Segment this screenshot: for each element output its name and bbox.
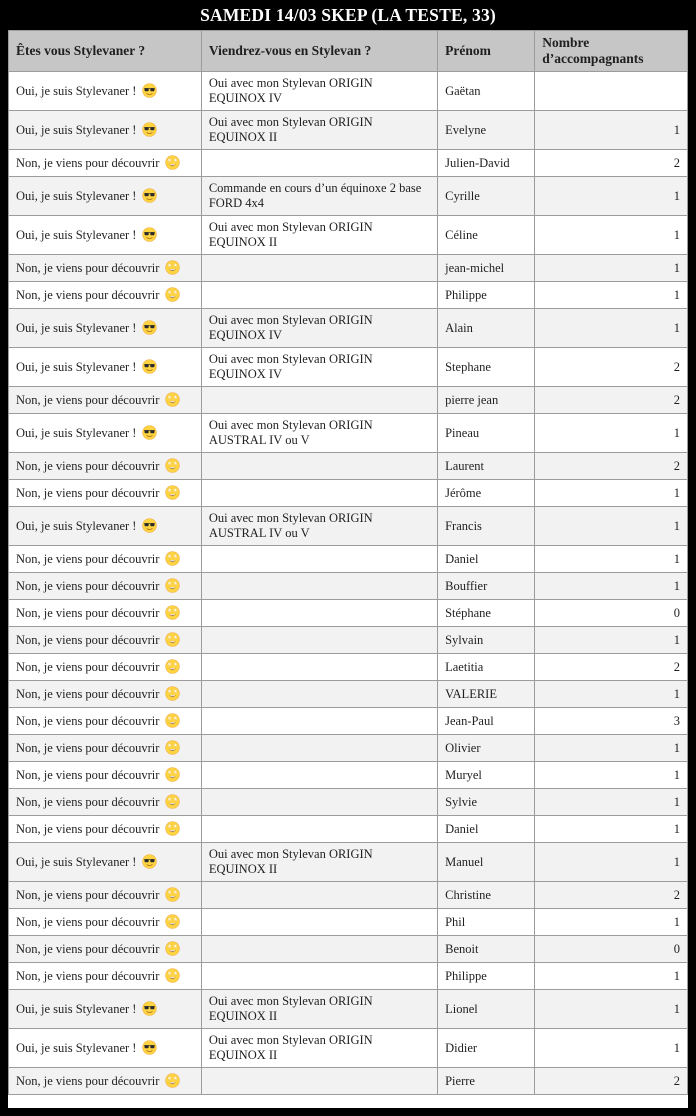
table-row bbox=[9, 708, 688, 735]
stylevaner-answer-cell bbox=[9, 735, 202, 762]
table-row bbox=[9, 936, 688, 963]
sunglasses-face-emoji bbox=[142, 425, 157, 440]
stylevaner-answer-cell bbox=[9, 255, 202, 282]
stylevaner-answer-cell bbox=[9, 990, 202, 1029]
accompagnants-cell: 1 bbox=[535, 681, 688, 708]
table-row bbox=[9, 546, 688, 573]
prenom-cell: jean-michel bbox=[438, 255, 535, 282]
prenom-cell: Stéphane bbox=[438, 600, 535, 627]
van-answer-cell bbox=[201, 255, 437, 282]
stylevaner-answer-cell bbox=[9, 654, 202, 681]
page-title: SAMEDI 14/03 SKEP (LA TESTE, 33) bbox=[200, 4, 496, 25]
table-row bbox=[9, 1029, 688, 1068]
stylevaner-answer-cell bbox=[9, 177, 202, 216]
sunglasses-face-emoji bbox=[142, 122, 157, 137]
table-row bbox=[9, 453, 688, 480]
table-row bbox=[9, 348, 688, 387]
accompagnants-cell: 1 bbox=[535, 990, 688, 1029]
star-struck-face-emoji bbox=[165, 914, 180, 929]
stylevaner-answer-label: Non, je viens pour découvrir bbox=[16, 714, 163, 729]
accompagnants-cell: 0 bbox=[535, 600, 688, 627]
prenom-cell: Laurent bbox=[438, 453, 535, 480]
stylevaner-answer-cell bbox=[9, 546, 202, 573]
table-row bbox=[9, 480, 688, 507]
stylevaner-answer-label: Oui, je suis Stylevaner ! bbox=[16, 84, 140, 99]
table-row bbox=[9, 735, 688, 762]
van-answer-cell: Oui avec mon Stylevan ORIGIN EQUINOX II bbox=[201, 843, 437, 882]
accompagnants-cell: 1 bbox=[535, 762, 688, 789]
prenom-cell: Pineau bbox=[438, 414, 535, 453]
stylevaner-answer-cell bbox=[9, 216, 202, 255]
star-struck-face-emoji bbox=[165, 260, 180, 275]
van-answer-cell bbox=[201, 546, 437, 573]
star-struck-face-emoji bbox=[165, 551, 180, 566]
van-answer-cell bbox=[201, 708, 437, 735]
sunglasses-face-emoji bbox=[142, 320, 157, 335]
stylevaner-answer-label: Non, je viens pour découvrir bbox=[16, 552, 163, 567]
prenom-cell: Benoit bbox=[438, 936, 535, 963]
stylevaner-answer-label: Oui, je suis Stylevaner ! bbox=[16, 360, 140, 375]
accompagnants-cell: 1 bbox=[535, 627, 688, 654]
accompagnants-cell: 1 bbox=[535, 177, 688, 216]
stylevaner-answer-cell bbox=[9, 681, 202, 708]
prenom-cell: Olivier bbox=[438, 735, 535, 762]
table-row bbox=[9, 654, 688, 681]
stylevaner-answer-label: Non, je viens pour découvrir bbox=[16, 156, 163, 171]
star-struck-face-emoji bbox=[165, 632, 180, 647]
table-row bbox=[9, 681, 688, 708]
table-row bbox=[9, 216, 688, 255]
van-answer-cell: Oui avec mon Stylevan ORIGIN AUSTRAL IV ou V bbox=[201, 414, 437, 453]
accompagnants-cell: 2 bbox=[535, 882, 688, 909]
prenom-cell: Jérôme bbox=[438, 480, 535, 507]
table-row bbox=[9, 882, 688, 909]
prenom-cell: Philippe bbox=[438, 963, 535, 990]
star-struck-face-emoji bbox=[165, 1073, 180, 1088]
stylevaner-answer-cell bbox=[9, 387, 202, 414]
stylevaner-answer-cell bbox=[9, 882, 202, 909]
accompagnants-cell: 2 bbox=[535, 387, 688, 414]
stylevaner-answer-cell bbox=[9, 453, 202, 480]
stylevaner-answer-label: Non, je viens pour découvrir bbox=[16, 741, 163, 756]
star-struck-face-emoji bbox=[165, 686, 180, 701]
accompagnants-cell: 1 bbox=[535, 816, 688, 843]
van-answer-cell bbox=[201, 735, 437, 762]
sunglasses-face-emoji bbox=[142, 854, 157, 869]
stylevaner-answer-label: Non, je viens pour découvrir bbox=[16, 579, 163, 594]
attendee-table bbox=[8, 30, 688, 1095]
star-struck-face-emoji bbox=[165, 155, 180, 170]
accompagnants-cell: 1 bbox=[535, 414, 688, 453]
sunglasses-face-emoji bbox=[142, 1001, 157, 1016]
stylevaner-answer-label: Oui, je suis Stylevaner ! bbox=[16, 228, 140, 243]
prenom-cell: Bouffier bbox=[438, 573, 535, 600]
van-answer-cell bbox=[201, 789, 437, 816]
content-area bbox=[8, 30, 688, 1108]
stylevaner-answer-cell bbox=[9, 150, 202, 177]
star-struck-face-emoji bbox=[165, 605, 180, 620]
accompagnants-cell: 1 bbox=[535, 480, 688, 507]
stylevaner-answer-cell bbox=[9, 627, 202, 654]
accompagnants-cell: 2 bbox=[535, 348, 688, 387]
stylevaner-answer-cell bbox=[9, 507, 202, 546]
stylevaner-answer-label: Non, je viens pour découvrir bbox=[16, 459, 163, 474]
prenom-cell: Daniel bbox=[438, 546, 535, 573]
table-row bbox=[9, 111, 688, 150]
col-header-prenom: Prénom bbox=[438, 31, 535, 72]
van-answer-cell bbox=[201, 1068, 437, 1095]
accompagnants-cell: 1 bbox=[535, 789, 688, 816]
star-struck-face-emoji bbox=[165, 767, 180, 782]
stylevaner-answer-cell bbox=[9, 843, 202, 882]
stylevaner-answer-label: Non, je viens pour découvrir bbox=[16, 942, 163, 957]
stylevaner-answer-label: Non, je viens pour découvrir bbox=[16, 633, 163, 648]
col-header-van: Viendrez-vous en Stylevan ? bbox=[201, 31, 437, 72]
van-answer-cell: Oui avec mon Stylevan ORIGIN EQUINOX II bbox=[201, 1029, 437, 1068]
star-struck-face-emoji bbox=[165, 821, 180, 836]
accompagnants-cell bbox=[535, 72, 688, 111]
table-row bbox=[9, 627, 688, 654]
prenom-cell: Alain bbox=[438, 309, 535, 348]
van-answer-cell: Oui avec mon Stylevan ORIGIN EQUINOX IV bbox=[201, 348, 437, 387]
star-struck-face-emoji bbox=[165, 713, 180, 728]
stylevaner-answer-cell bbox=[9, 963, 202, 990]
accompagnants-cell: 1 bbox=[535, 282, 688, 309]
title-bar bbox=[8, 0, 688, 30]
prenom-cell: Francis bbox=[438, 507, 535, 546]
stylevaner-answer-cell bbox=[9, 1068, 202, 1095]
stylevaner-answer-label: Non, je viens pour découvrir bbox=[16, 288, 163, 303]
stylevaner-answer-label: Oui, je suis Stylevaner ! bbox=[16, 1002, 140, 1017]
stylevaner-answer-label: Non, je viens pour découvrir bbox=[16, 888, 163, 903]
prenom-cell: Christine bbox=[438, 882, 535, 909]
stylevaner-answer-cell bbox=[9, 309, 202, 348]
star-struck-face-emoji bbox=[165, 578, 180, 593]
van-answer-cell bbox=[201, 600, 437, 627]
stylevaner-answer-cell bbox=[9, 282, 202, 309]
stylevaner-answer-cell bbox=[9, 573, 202, 600]
van-answer-cell bbox=[201, 882, 437, 909]
accompagnants-cell: 2 bbox=[535, 654, 688, 681]
star-struck-face-emoji bbox=[165, 659, 180, 674]
prenom-cell: Laetitia bbox=[438, 654, 535, 681]
table-header bbox=[9, 31, 688, 72]
header-row bbox=[9, 31, 688, 72]
van-answer-cell bbox=[201, 150, 437, 177]
stylevaner-answer-cell bbox=[9, 1029, 202, 1068]
table-row bbox=[9, 789, 688, 816]
stylevaner-answer-label: Non, je viens pour découvrir bbox=[16, 915, 163, 930]
accompagnants-cell: 2 bbox=[535, 1068, 688, 1095]
prenom-cell: Manuel bbox=[438, 843, 535, 882]
sunglasses-face-emoji bbox=[142, 227, 157, 242]
van-answer-cell bbox=[201, 681, 437, 708]
table-row bbox=[9, 414, 688, 453]
col-header-stylevaner: Êtes vous Stylevaner ? bbox=[9, 31, 202, 72]
sunglasses-face-emoji bbox=[142, 1040, 157, 1055]
star-struck-face-emoji bbox=[165, 392, 180, 407]
stylevaner-answer-cell bbox=[9, 762, 202, 789]
stylevaner-answer-label: Oui, je suis Stylevaner ! bbox=[16, 189, 140, 204]
table-row bbox=[9, 507, 688, 546]
van-answer-cell: Oui avec mon Stylevan ORIGIN EQUINOX II bbox=[201, 990, 437, 1029]
star-struck-face-emoji bbox=[165, 794, 180, 809]
stylevaner-answer-label: Non, je viens pour découvrir bbox=[16, 606, 163, 621]
table-row bbox=[9, 282, 688, 309]
table-row bbox=[9, 72, 688, 111]
van-answer-cell bbox=[201, 387, 437, 414]
table-row bbox=[9, 387, 688, 414]
table-row bbox=[9, 573, 688, 600]
van-answer-cell bbox=[201, 282, 437, 309]
table-row bbox=[9, 177, 688, 216]
table-row bbox=[9, 150, 688, 177]
accompagnants-cell: 1 bbox=[535, 216, 688, 255]
stylevaner-answer-label: Oui, je suis Stylevaner ! bbox=[16, 321, 140, 336]
stylevaner-answer-cell bbox=[9, 348, 202, 387]
prenom-cell: VALERIE bbox=[438, 681, 535, 708]
stylevaner-answer-cell bbox=[9, 480, 202, 507]
stylevaner-answer-cell bbox=[9, 414, 202, 453]
stylevaner-answer-label: Non, je viens pour découvrir bbox=[16, 660, 163, 675]
prenom-cell: Gaëtan bbox=[438, 72, 535, 111]
table-row bbox=[9, 843, 688, 882]
stylevaner-answer-label: Non, je viens pour découvrir bbox=[16, 969, 163, 984]
stylevaner-answer-cell bbox=[9, 708, 202, 735]
van-answer-cell bbox=[201, 573, 437, 600]
prenom-cell: Sylvie bbox=[438, 789, 535, 816]
star-struck-face-emoji bbox=[165, 740, 180, 755]
sunglasses-face-emoji bbox=[142, 188, 157, 203]
stylevaner-answer-cell bbox=[9, 816, 202, 843]
van-answer-cell bbox=[201, 909, 437, 936]
stylevaner-answer-label: Non, je viens pour découvrir bbox=[16, 768, 163, 783]
prenom-cell: Lionel bbox=[438, 990, 535, 1029]
prenom-cell: Philippe bbox=[438, 282, 535, 309]
sunglasses-face-emoji bbox=[142, 359, 157, 374]
prenom-cell: Didier bbox=[438, 1029, 535, 1068]
accompagnants-cell: 3 bbox=[535, 708, 688, 735]
stylevaner-answer-label: Non, je viens pour découvrir bbox=[16, 795, 163, 810]
prenom-cell: pierre jean bbox=[438, 387, 535, 414]
van-answer-cell bbox=[201, 762, 437, 789]
accompagnants-cell: 1 bbox=[535, 573, 688, 600]
van-answer-cell bbox=[201, 627, 437, 654]
stylevaner-answer-label: Oui, je suis Stylevaner ! bbox=[16, 123, 140, 138]
van-answer-cell: Oui avec mon Stylevan ORIGIN EQUINOX II bbox=[201, 111, 437, 150]
table-row bbox=[9, 309, 688, 348]
prenom-cell: Phil bbox=[438, 909, 535, 936]
prenom-cell: Sylvain bbox=[438, 627, 535, 654]
attendee-table-body bbox=[9, 72, 688, 1095]
table-row bbox=[9, 1068, 688, 1095]
accompagnants-cell: 1 bbox=[535, 735, 688, 762]
stylevaner-answer-label: Oui, je suis Stylevaner ! bbox=[16, 855, 140, 870]
van-answer-cell: Oui avec mon Stylevan ORIGIN EQUINOX IV bbox=[201, 72, 437, 111]
prenom-cell: Stephane bbox=[438, 348, 535, 387]
accompagnants-cell: 1 bbox=[535, 255, 688, 282]
table-row bbox=[9, 909, 688, 936]
accompagnants-cell: 1 bbox=[535, 507, 688, 546]
table-row bbox=[9, 990, 688, 1029]
prenom-cell: Jean-Paul bbox=[438, 708, 535, 735]
prenom-cell: Evelyne bbox=[438, 111, 535, 150]
star-struck-face-emoji bbox=[165, 941, 180, 956]
accompagnants-cell: 1 bbox=[535, 309, 688, 348]
accompagnants-cell: 1 bbox=[535, 963, 688, 990]
van-answer-cell bbox=[201, 963, 437, 990]
table-row bbox=[9, 600, 688, 627]
van-answer-cell bbox=[201, 453, 437, 480]
stylevaner-answer-label: Oui, je suis Stylevaner ! bbox=[16, 426, 140, 441]
star-struck-face-emoji bbox=[165, 887, 180, 902]
accompagnants-cell: 2 bbox=[535, 453, 688, 480]
accompagnants-cell: 1 bbox=[535, 909, 688, 936]
accompagnants-cell: 0 bbox=[535, 936, 688, 963]
van-answer-cell bbox=[201, 816, 437, 843]
star-struck-face-emoji bbox=[165, 485, 180, 500]
prenom-cell: Muryel bbox=[438, 762, 535, 789]
prenom-cell: Julien-David bbox=[438, 150, 535, 177]
table-row bbox=[9, 255, 688, 282]
stylevaner-answer-cell bbox=[9, 72, 202, 111]
stylevaner-answer-label: Non, je viens pour découvrir bbox=[16, 822, 163, 837]
stylevaner-answer-label: Non, je viens pour découvrir bbox=[16, 486, 163, 501]
sunglasses-face-emoji bbox=[142, 518, 157, 533]
table-row bbox=[9, 816, 688, 843]
stylevaner-answer-cell bbox=[9, 600, 202, 627]
stylevaner-answer-cell bbox=[9, 111, 202, 150]
accompagnants-cell: 1 bbox=[535, 546, 688, 573]
star-struck-face-emoji bbox=[165, 968, 180, 983]
stylevaner-answer-label: Non, je viens pour découvrir bbox=[16, 687, 163, 702]
stylevaner-answer-cell bbox=[9, 936, 202, 963]
prenom-cell: Pierre bbox=[438, 1068, 535, 1095]
stylevaner-answer-label: Oui, je suis Stylevaner ! bbox=[16, 519, 140, 534]
stylevaner-answer-cell bbox=[9, 909, 202, 936]
prenom-cell: Céline bbox=[438, 216, 535, 255]
stylevaner-answer-label: Oui, je suis Stylevaner ! bbox=[16, 1041, 140, 1056]
van-answer-cell: Oui avec mon Stylevan ORIGIN EQUINOX II bbox=[201, 216, 437, 255]
van-answer-cell: Commande en cours d’un équinoxe 2 base FORD 4x4 bbox=[201, 177, 437, 216]
prenom-cell: Cyrille bbox=[438, 177, 535, 216]
accompagnants-cell: 2 bbox=[535, 150, 688, 177]
table-row bbox=[9, 762, 688, 789]
stylevaner-answer-cell bbox=[9, 789, 202, 816]
van-answer-cell bbox=[201, 480, 437, 507]
col-header-accompagnants: Nombre d’accompagnants bbox=[535, 31, 688, 72]
van-answer-cell bbox=[201, 936, 437, 963]
stylevaner-answer-label: Non, je viens pour découvrir bbox=[16, 261, 163, 276]
accompagnants-cell: 1 bbox=[535, 1029, 688, 1068]
stylevaner-answer-label: Non, je viens pour découvrir bbox=[16, 1074, 163, 1089]
star-struck-face-emoji bbox=[165, 287, 180, 302]
stylevaner-answer-label: Non, je viens pour découvrir bbox=[16, 393, 163, 408]
accompagnants-cell: 1 bbox=[535, 843, 688, 882]
prenom-cell: Daniel bbox=[438, 816, 535, 843]
van-answer-cell: Oui avec mon Stylevan ORIGIN EQUINOX IV bbox=[201, 309, 437, 348]
table-row bbox=[9, 963, 688, 990]
accompagnants-cell: 1 bbox=[535, 111, 688, 150]
van-answer-cell bbox=[201, 654, 437, 681]
star-struck-face-emoji bbox=[165, 458, 180, 473]
sunglasses-face-emoji bbox=[142, 83, 157, 98]
van-answer-cell: Oui avec mon Stylevan ORIGIN AUSTRAL IV ou V bbox=[201, 507, 437, 546]
